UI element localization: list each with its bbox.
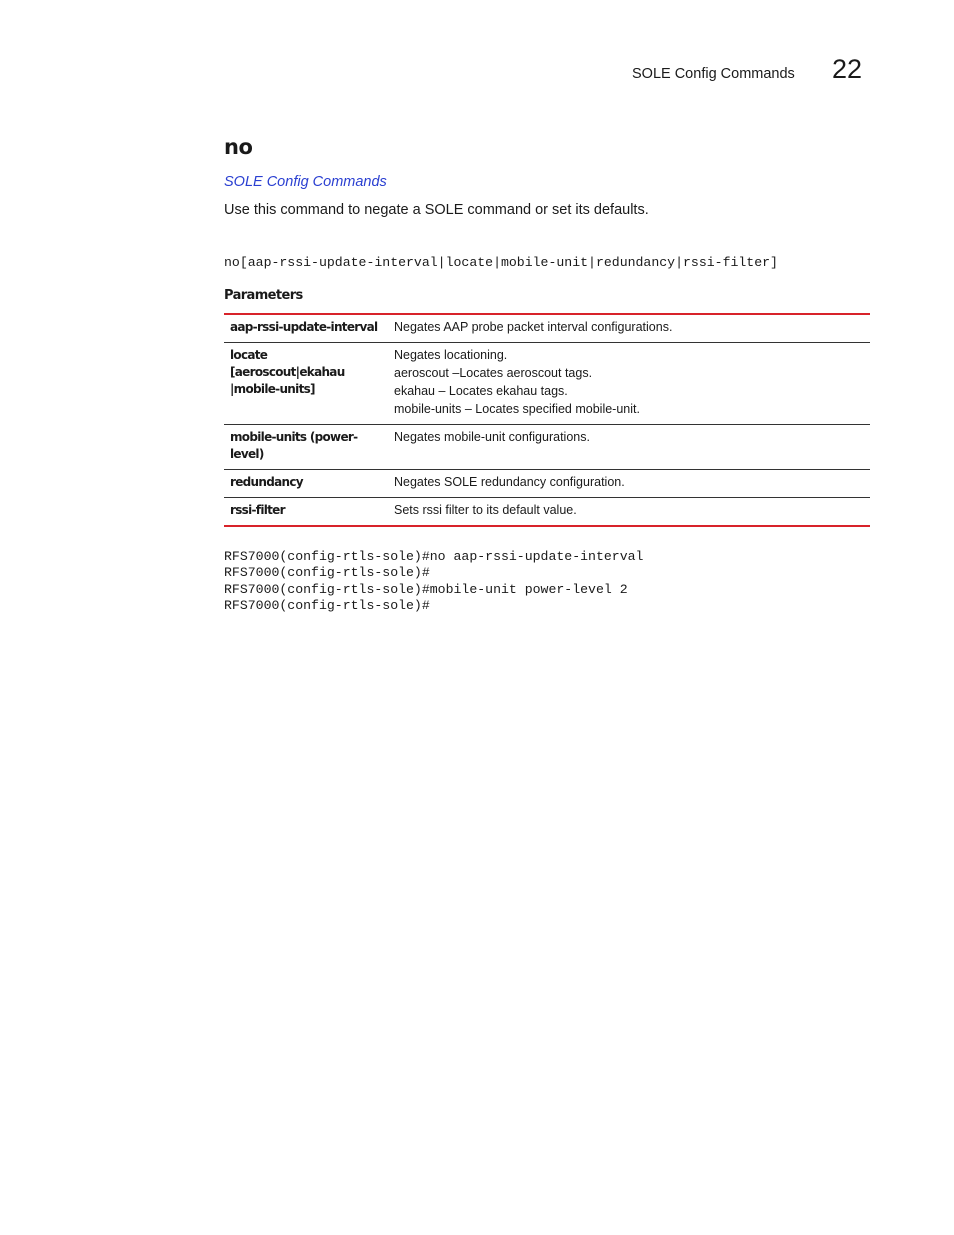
param-description-line: Negates AAP probe packet interval configurations. bbox=[394, 320, 673, 334]
param-description-line: aeroscout –Locates aeroscout tags. bbox=[394, 366, 593, 380]
example-line: RFS7000(config-rtls-sole)#no aap-rssi-update-interval bbox=[224, 549, 644, 564]
param-description bbox=[388, 425, 870, 469]
param-name: redundancy bbox=[230, 475, 303, 489]
table-row bbox=[224, 315, 870, 342]
param-description-line: mobile-units – Locates specified mobile-unit. bbox=[394, 402, 640, 416]
param-description-line: ekahau – Locates ekahau tags. bbox=[394, 384, 568, 398]
example-line: RFS7000(config-rtls-sole)# bbox=[224, 565, 430, 581]
table-row bbox=[224, 424, 870, 469]
chapter-number: 22 bbox=[832, 54, 863, 84]
table-row bbox=[224, 497, 870, 525]
table-row bbox=[224, 469, 870, 497]
param-name: mobile-units (power-level) bbox=[230, 430, 358, 461]
command-description: Use this command to negate a SOLE command or set its defaults. bbox=[224, 202, 649, 218]
example-code-block bbox=[224, 549, 643, 614]
example-line: RFS7000(config-rtls-sole)# bbox=[224, 597, 430, 613]
param-description-line: Negates SOLE redundancy configuration. bbox=[394, 475, 625, 489]
param-description bbox=[388, 343, 870, 424]
sole-config-commands-link[interactable]: SOLE Config Commands bbox=[224, 174, 387, 190]
param-description-line: Negates locationing. bbox=[394, 348, 508, 362]
running-head-chapter-title: SOLE Config Commands bbox=[632, 66, 795, 82]
param-name: rssi-filter bbox=[230, 503, 285, 517]
parameters-heading: Parameters bbox=[224, 288, 303, 303]
param-name: locate [aeroscout|ekahau |mobile-units] bbox=[230, 348, 345, 396]
table-row bbox=[224, 342, 870, 424]
param-description-line: Negates mobile-unit configurations. bbox=[394, 430, 590, 444]
param-description bbox=[388, 315, 870, 342]
param-name: aap-rssi-update-interval bbox=[230, 320, 378, 334]
param-description bbox=[388, 498, 870, 525]
param-description-line: Sets rssi filter to its default value. bbox=[394, 503, 577, 517]
command-title: no bbox=[224, 135, 253, 159]
example-line: RFS7000(config-rtls-sole)#mobile-unit power-level 2 bbox=[224, 581, 628, 597]
parameters-table bbox=[224, 313, 870, 527]
command-syntax: no[aap-rssi-update-interval|locate|mobile-unit|redundancy|rssi-filter] bbox=[224, 255, 778, 270]
param-description bbox=[388, 470, 870, 497]
